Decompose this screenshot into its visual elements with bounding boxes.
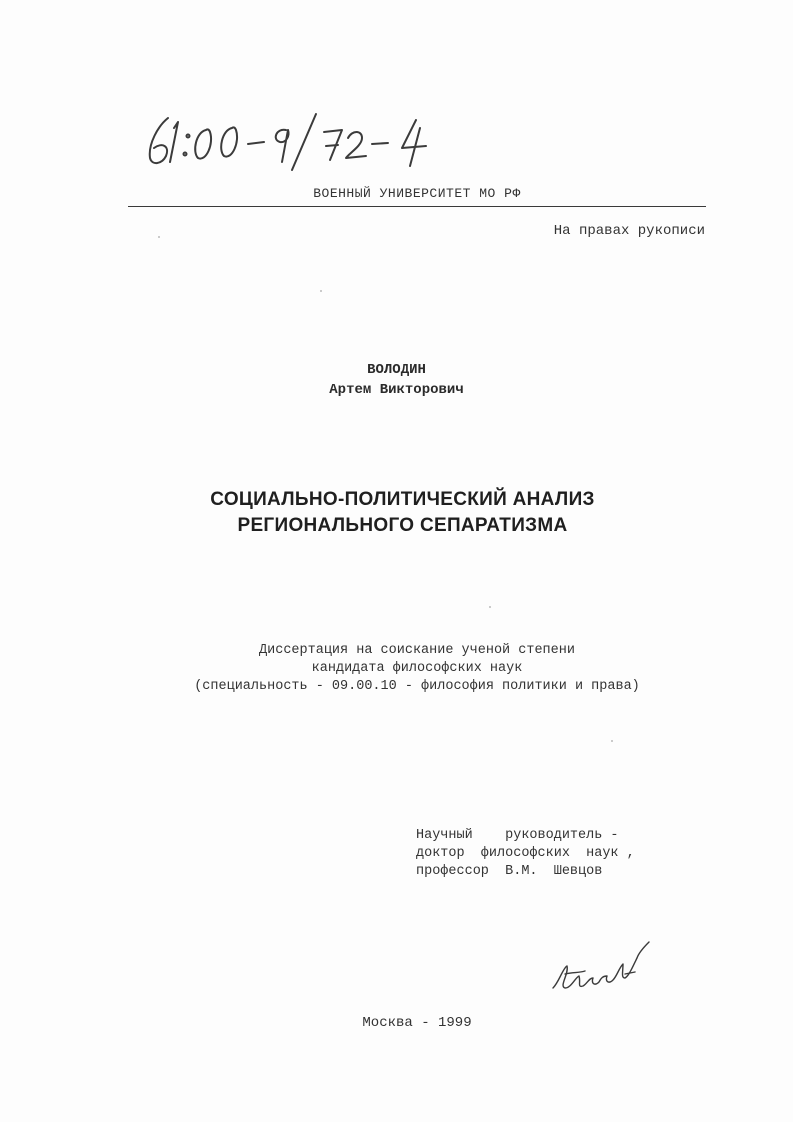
scan-speck — [320, 290, 322, 292]
supervisor-line: профессор В.М. Шевцов — [416, 864, 603, 879]
university-name: ВОЕННЫЙ УНИВЕРСИТЕТ МО РФ — [313, 186, 521, 201]
scan-speck — [489, 606, 491, 608]
supervisor-line: доктор философских наук , — [416, 846, 635, 861]
author-given-names: Артем Викторович — [329, 382, 464, 398]
header-divider — [128, 206, 706, 207]
author-surname: ВОЛОДИН — [367, 362, 426, 378]
degree-statement — [0, 642, 793, 696]
degree-line: кандидата философских наук — [311, 661, 523, 676]
degree-line: (специальность - 09.00.10 - философия политики и права) — [194, 679, 640, 694]
degree-line: Диссертация на соискание ученой степени — [259, 643, 575, 658]
title-line: СОЦИАЛЬНО-ПОЛИТИЧЕСКИЙ АНАЛИЗ — [210, 489, 595, 510]
city-year: Москва - 1999 — [362, 1015, 472, 1031]
handwritten-catalog-number — [140, 100, 450, 180]
manuscript-note: На правах рукописи — [553, 223, 705, 239]
scan-speck — [611, 740, 613, 742]
scan-speck — [158, 236, 160, 238]
signature — [545, 938, 655, 998]
supervisor-block — [416, 827, 635, 881]
title-line: РЕГИОНАЛЬНОГО СЕПАРАТИЗМА — [237, 515, 568, 536]
dissertation-title — [0, 487, 793, 539]
supervisor-line: Научный руководитель - — [416, 828, 619, 843]
